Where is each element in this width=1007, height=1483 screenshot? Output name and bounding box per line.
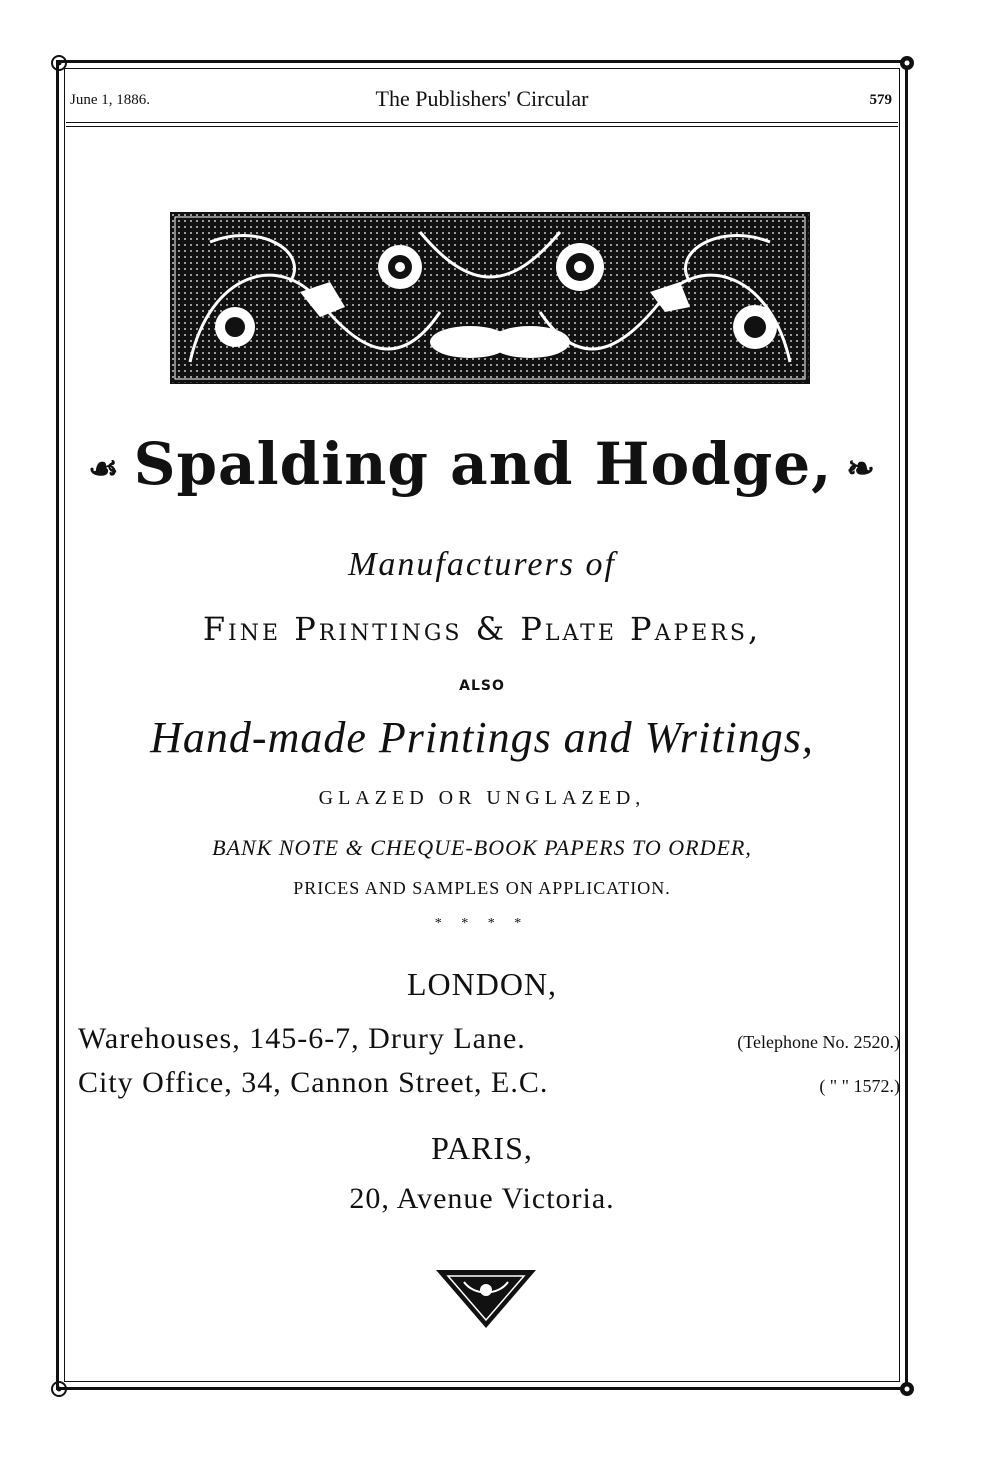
corner-ornament-icon [896, 1378, 918, 1400]
fine-papers-line: Fine Printings & Plate Papers, [202, 610, 762, 648]
hand-made-line: Hand-made Printings and Writings, [150, 713, 814, 762]
corner-ornament-icon [48, 52, 70, 74]
manufacturers-line: Manufacturers of [348, 546, 616, 583]
corner-ornament-icon [896, 52, 918, 74]
paris-heading: PARIS, [431, 1130, 533, 1166]
header-rule [66, 122, 898, 123]
asterism-divider: * * * * [434, 916, 530, 931]
glazed-line: GLAZED OR UNGLAZED, [318, 787, 646, 809]
running-header [66, 84, 898, 114]
bank-note-line: BANK NOTE & CHEQUE-BOOK PAPERS TO ORDER, [212, 835, 752, 860]
warehouses-row [78, 1022, 900, 1062]
hand-pointer-right-icon: ❧ [846, 449, 876, 489]
london-heading: LONDON, [406, 966, 558, 1002]
tailpiece-ornament-icon [434, 1266, 538, 1330]
journal-title: The Publishers' Circular [375, 86, 589, 111]
corner-ornament-icon [48, 1378, 70, 1400]
warehouses-address: Warehouses, 145-6-7, Drury Lane. [78, 1022, 526, 1055]
warehouses-telephone: (Telephone No. 2520.) [737, 1032, 900, 1052]
issue-date: June 1, 1886. [70, 92, 150, 108]
also-line: ALSO [459, 678, 505, 694]
prices-line: PRICES AND SAMPLES ON APPLICATION. [293, 878, 671, 898]
hand-pointer-left-icon: ☙ [88, 449, 120, 489]
header-rule [66, 126, 898, 127]
firm-name-text: Spalding and Hodge, [133, 430, 833, 498]
firm-name [64, 430, 900, 498]
city-office-address: City Office, 34, Cannon Street, E.C. [78, 1066, 549, 1099]
page-number: 579 [869, 92, 892, 108]
paris-address: 20, Avenue Victoria. [349, 1182, 615, 1215]
ornamental-banner-icon [170, 212, 810, 384]
city-office-row [78, 1066, 900, 1106]
city-office-telephone: ( " " 1572.) [819, 1076, 900, 1096]
